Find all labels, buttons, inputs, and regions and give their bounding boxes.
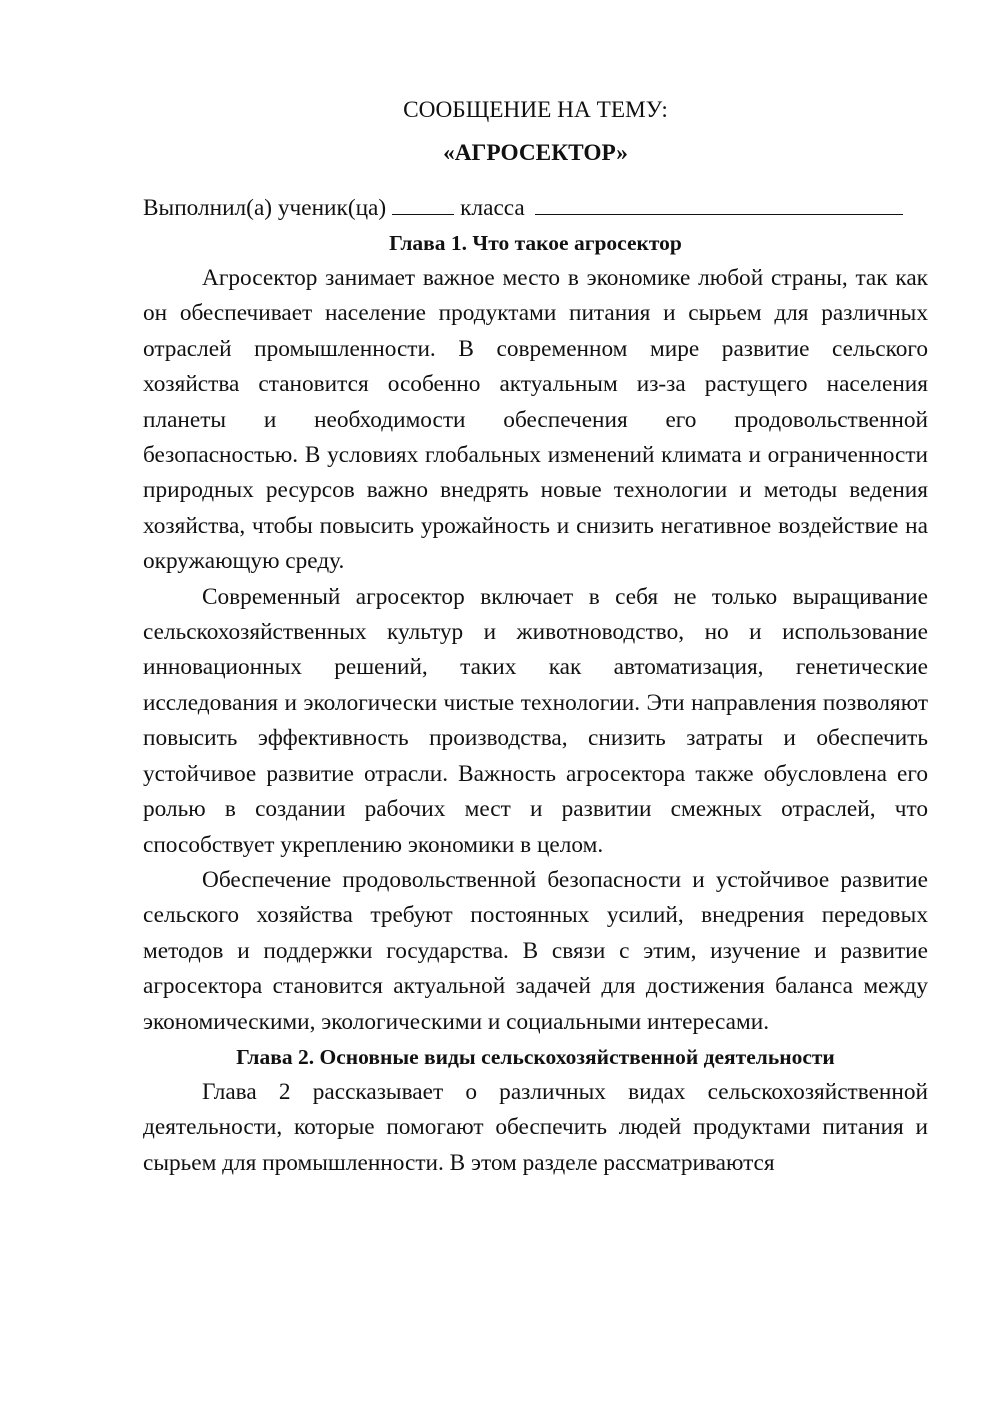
chapter1-paragraph: Современный агросектор включает в себя не только выращивание сельскохозяйственных культур и животноводство, но и использование инновационных решений, таких как автоматизация, генетические исследования и экологически чистые технологии. Эти направления позволяют повысить эффективность производства, снизить затраты и обеспечить устойчивое развитие отрасли. Важность агросектора также обусловлена его ролью в создании рабочих мест и развитии смежных отраслей, что способствует укреплению экономики в целом. [143,583,928,858]
author-line [143,191,928,226]
chapter1-paragraph: Агросектор занимает важное место в экономике любой страны, так как он обеспечивает население продуктами питания и сырьем для различных отраслей промышленности. В современном мире развитие сельского хозяйства становится особенно актуальным из-за растущего населения планеты и необходимости обеспечения его продовольственной безопасностью. В условиях глобальных изменений климата и ограниченности природных ресурсов важно внедрять новые технологии и методы ведения хозяйства, чтобы повысить урожайность и снизить негативное воздействие на окружающую среду. [143,265,928,575]
document-title-line1: СООБЩЕНИЕ НА ТЕМУ: [403,97,668,123]
chapter2-paragraph: Глава 2 рассказывает о различных видах сельскохозяйственной деятельности, которые помогают обеспечить людей продуктами питания и сырьем для промышленности. В этом разделе рассматриваются [143,1078,928,1176]
author-class-label: класса [460,195,525,221]
document-page [143,93,928,1181]
student-name-blank [535,192,903,215]
document-title-topic: «АГРОСЕКТОР» [443,140,628,166]
chapter1-heading: Глава 1. Что такое агросектор [389,231,682,255]
class-number-blank [392,192,454,215]
author-prefix: Выполнил(а) ученик(ца) [143,195,387,221]
chapter1-paragraph: Обеспечение продовольственной безопасности и устойчивое развитие сельского хозяйства требуют постоянных усилий, внедрения передовых методов и поддержки государства. В связи с этим, изучение и развитие агросектора становится актуальной задачей для достижения баланса между экономическими, экологическими и социальными интересами. [143,866,928,1035]
chapter2-heading: Глава 2. Основные виды сельскохозяйственной деятельности [236,1044,835,1069]
